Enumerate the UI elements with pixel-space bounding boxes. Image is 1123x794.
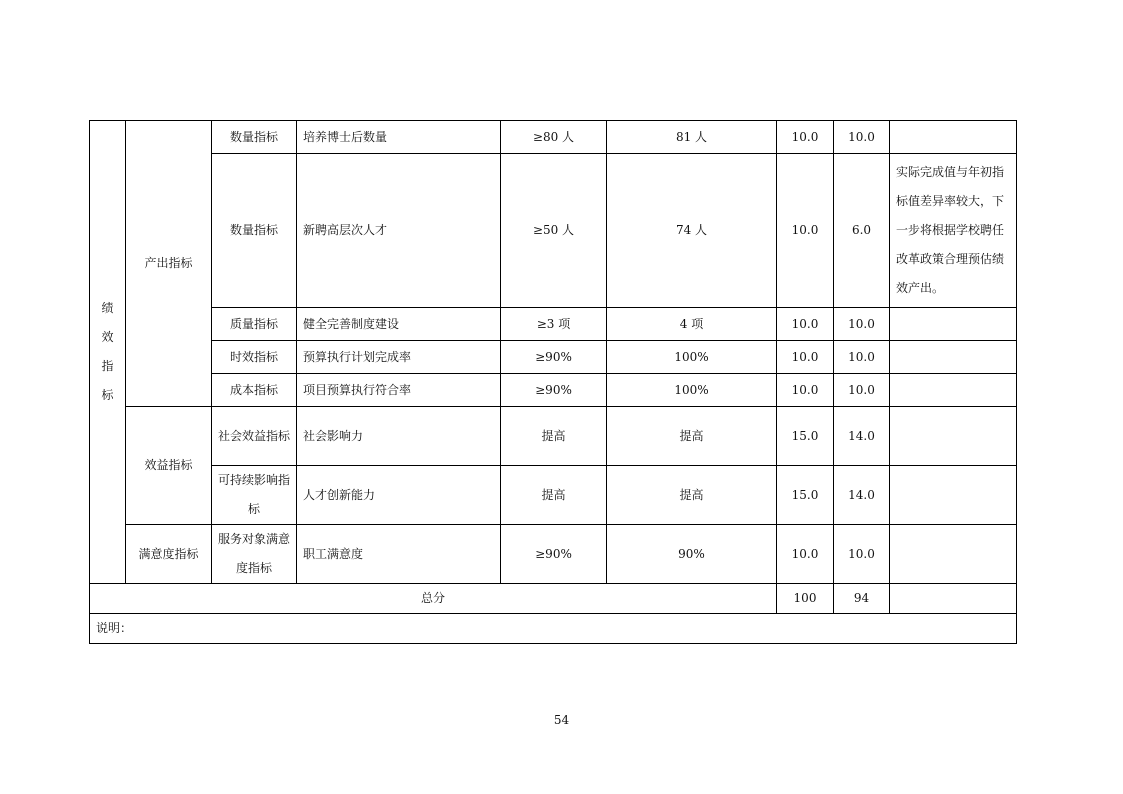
weight-value: 10.0 (777, 121, 834, 154)
target-value: 提高 (501, 407, 607, 466)
score-value: 10.0 (834, 308, 890, 341)
weight-value: 15.0 (777, 407, 834, 466)
remark: 实际完成值与年初指标值差异率较大，下一步将根据学校聘任改革政策合理预估绩效产出。 (890, 154, 1017, 308)
remark (890, 525, 1017, 584)
sub-indicator: 社会效益指标 (212, 407, 297, 466)
performance-table (89, 120, 1017, 644)
score-value: 10.0 (834, 525, 890, 584)
indicator-name: 预算执行计划完成率 (297, 341, 501, 374)
indicator-name: 项目预算执行符合率 (297, 374, 501, 407)
score-value: 10.0 (834, 374, 890, 407)
table-row (90, 308, 1017, 341)
actual-value: 100% (607, 374, 777, 407)
actual-value: 90% (607, 525, 777, 584)
total-label: 总分 (90, 584, 777, 614)
target-value: ≥90% (501, 374, 607, 407)
sub-indicator: 数量指标 (212, 154, 297, 308)
sub-indicator: 可持续影响指标 (212, 466, 297, 525)
indicator-name: 新聘高层次人才 (297, 154, 501, 308)
weight-value: 10.0 (777, 525, 834, 584)
weight-value: 10.0 (777, 308, 834, 341)
sub-indicator: 数量指标 (212, 121, 297, 154)
group-satisfaction: 满意度指标 (126, 525, 212, 584)
total-row (90, 584, 1017, 614)
table-row (90, 154, 1017, 308)
score-value: 14.0 (834, 407, 890, 466)
page-number: 54 (553, 713, 570, 727)
remark (890, 466, 1017, 525)
target-value: 提高 (501, 466, 607, 525)
note-row (90, 614, 1017, 644)
remark (890, 121, 1017, 154)
total-score: 94 (834, 584, 890, 614)
remark (890, 341, 1017, 374)
actual-value: 4 项 (607, 308, 777, 341)
actual-value: 74 人 (607, 154, 777, 308)
actual-value: 提高 (607, 407, 777, 466)
level1-indicator-cell: 绩 效 指 标 (90, 121, 126, 584)
weight-value: 15.0 (777, 466, 834, 525)
table-row (90, 466, 1017, 525)
table-row (90, 341, 1017, 374)
sub-indicator: 成本指标 (212, 374, 297, 407)
weight-value: 10.0 (777, 154, 834, 308)
target-value: ≥90% (501, 525, 607, 584)
indicator-name: 职工满意度 (297, 525, 501, 584)
score-value: 6.0 (834, 154, 890, 308)
indicator-name: 社会影响力 (297, 407, 501, 466)
actual-value: 提高 (607, 466, 777, 525)
sub-indicator: 服务对象满意度指标 (212, 525, 297, 584)
actual-value: 100% (607, 341, 777, 374)
remark (890, 374, 1017, 407)
table-row (90, 374, 1017, 407)
score-value: 10.0 (834, 341, 890, 374)
remark (890, 308, 1017, 341)
table-row (90, 407, 1017, 466)
indicator-name: 人才创新能力 (297, 466, 501, 525)
score-value: 10.0 (834, 121, 890, 154)
indicator-name: 培养博士后数量 (297, 121, 501, 154)
target-value: ≥3 项 (501, 308, 607, 341)
sub-indicator: 质量指标 (212, 308, 297, 341)
total-weight: 100 (777, 584, 834, 614)
group-benefit: 效益指标 (126, 407, 212, 525)
score-value: 14.0 (834, 466, 890, 525)
target-value: ≥50 人 (501, 154, 607, 308)
indicator-name: 健全完善制度建设 (297, 308, 501, 341)
remark (890, 407, 1017, 466)
actual-value: 81 人 (607, 121, 777, 154)
weight-value: 10.0 (777, 341, 834, 374)
table-row (90, 121, 1017, 154)
weight-value: 10.0 (777, 374, 834, 407)
group-output: 产出指标 (126, 121, 212, 407)
target-value: ≥80 人 (501, 121, 607, 154)
table-row (90, 525, 1017, 584)
total-remark (890, 584, 1017, 614)
target-value: ≥90% (501, 341, 607, 374)
note-label: 说明： (90, 614, 1017, 644)
sub-indicator: 时效指标 (212, 341, 297, 374)
